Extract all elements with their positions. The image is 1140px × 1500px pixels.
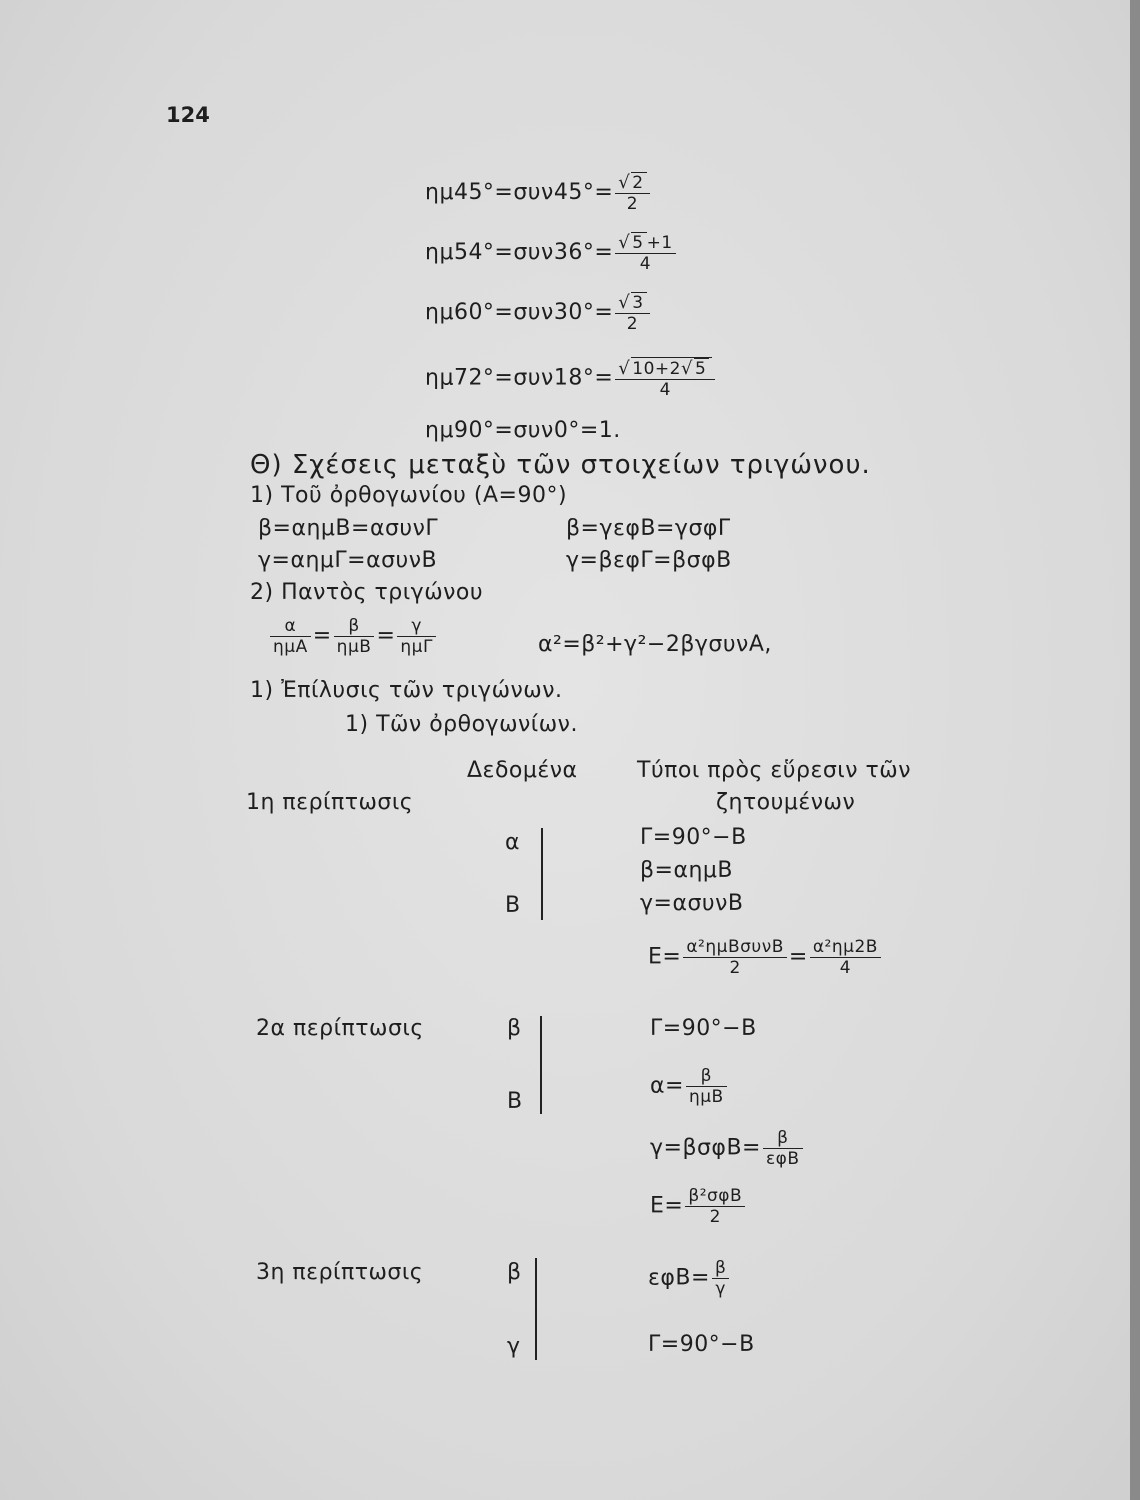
column-given: Δεδομένα [467,758,578,783]
right-solving-heading: 1) Τῶν ὀρθογωνίων. [345,712,578,737]
section-heading: Θ) Σχέσεις μεταξὺ τῶν στοιχείων τριγώνου. [250,450,871,480]
trig-row-45: ημ45°=συν45°= $\frac{√ 2}{2}$ [425,172,652,214]
case2-divider [540,1016,542,1114]
formula: Γ=90°−Β [648,1332,755,1357]
any-triangle-heading: 2) Παντὸς τριγώνου [250,580,484,605]
formula: α= β ημΒ [650,1066,729,1107]
case-label: 3η περίπτωσις [256,1260,424,1285]
formula: Ε= β²σφΒ 2 [650,1186,747,1227]
case3-divider [535,1258,537,1360]
case-label: 2α περίπτωσις [256,1016,424,1041]
page-number: 124 [166,103,210,127]
formula: γ=βσφΒ= β εφΒ [650,1128,805,1169]
right-triangle-heading: 1) Τοῦ ὀρθογωνίου (Α=90°) [250,483,568,508]
case1-divider [541,828,543,920]
sine-law: α ημΑ = β ημΒ = γ ημΓ [268,616,438,657]
trig-row-60: ημ60°=συν30°= $\frac{√ 3}{2}$ [425,292,652,334]
formula: εφΒ= $\frac{\beta}{\gamma}$ [648,1258,731,1299]
trig-row-90: ημ90°=συν0°=1. [425,418,621,443]
fraction: $\frac{√ 5 +1}{4}$ [615,232,675,274]
relation: β=γεφΒ=γσφΓ [566,516,731,541]
column-formulas-2: ζητουμένων [716,790,856,815]
given-value: α [505,830,521,855]
trig-row-72: ημ72°=συν18°= $\frac{√ 10+2√ 5}{4}$ [425,357,717,400]
fraction: $\frac{√ 10+2√ 5}{4}$ [615,357,715,400]
given-value: β [507,1260,522,1285]
column-formulas: Τύποι πρὸς εὕρεσιν τῶν [637,758,911,783]
relation: γ=βεφΓ=βσφΒ [566,548,732,573]
given-value: β [507,1016,522,1041]
formula: γ=ασυνΒ [640,891,744,916]
formula: Γ=90°−Β [650,1016,757,1041]
case-label: 1η περίπτωσις [246,790,414,815]
area-formula: Ε= α²ημΒσυνΒ 2 = $\frac{\text{α²ημ2Β}}{4}$ [648,937,883,978]
given-value: γ [507,1334,521,1359]
relation: β=αημΒ=ασυνΓ [258,516,439,541]
relation: γ=αημΓ=ασυνΒ [258,548,438,573]
formula: Γ=90°−Β [640,825,747,850]
given-value: Β [507,1089,523,1114]
cosine-law: α²=β²+γ²−2βγσυνΑ, [538,632,772,657]
page-edge-shadow [1130,0,1140,1500]
solving-heading: 1) Ἐπίλυσις τῶν τριγώνων. [250,678,563,703]
trig-row-54: ημ54°=συν36°= $\frac{√ 5 +1}{4}$ [425,232,678,274]
fraction: $\frac{√ 3}{2}$ [615,292,649,334]
given-value: Β [505,893,521,918]
formula: β=αημΒ [640,858,734,883]
fraction: $\frac{√ 2}{2}$ [615,172,649,214]
